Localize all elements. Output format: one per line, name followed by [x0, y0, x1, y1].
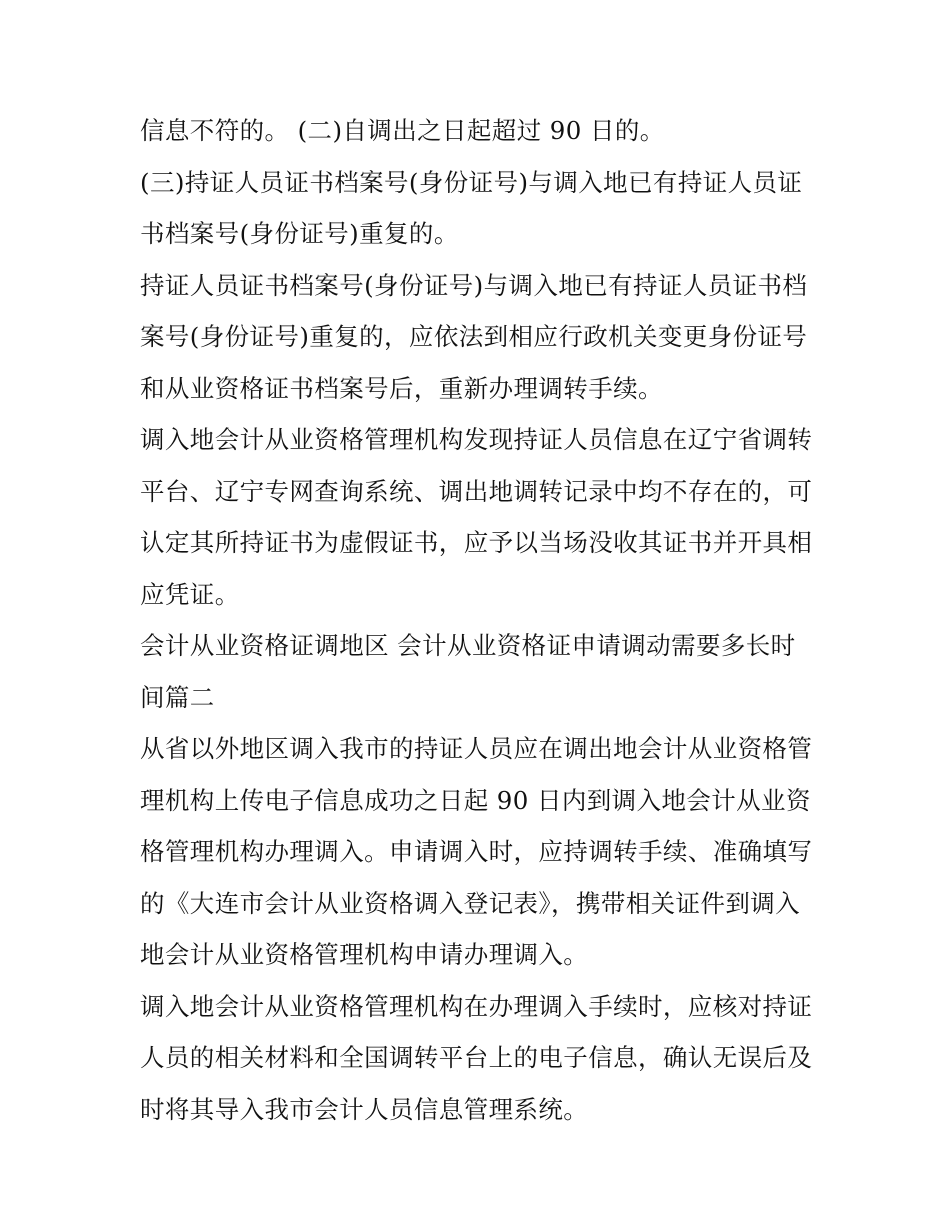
section-heading-line: 间篇二: [140, 682, 215, 712]
text-line: 平台、辽宁专网查询系统、调出地调转记录中均不存在的，可: [140, 476, 813, 506]
text-line: 认定其所持证书为虚假证书，应予以当场没收其证书并开具相: [140, 528, 813, 557]
text-line: 调入地会计从业资格管理机构发现持证人员信息在辽宁省调转: [140, 425, 813, 454]
text-line: 案号(身份证号)重复的，应依法到相应行政机关变更身份证号: [140, 322, 808, 351]
text-line: 地会计从业资格管理机构申请办理调入。: [140, 940, 589, 969]
text-line: 应凭证。: [140, 579, 240, 609]
text-line: 的《大连市会计从业资格调入登记表》，携带相关证件到调入: [140, 888, 801, 918]
text-line: 信息不符的。 (二)自调出之日起超过 90 日的。: [140, 116, 665, 145]
text-line: 人员的相关材料和全国调转平台上的电子信息，确认无误后及: [140, 1043, 813, 1072]
text-line: 和从业资格证书档案号后，重新办理调转手续。: [140, 373, 663, 403]
text-line: 持证人员证书档案号(身份证号)与调入地已有持证人员证书档: [140, 270, 808, 300]
document-body: [140, 105, 820, 1135]
text-line: 从省以外地区调入我市的持证人员应在调出地会计从业资格管: [140, 734, 813, 763]
text-line: (三)持证人员证书档案号(身份证号)与调入地已有持证人员证: [140, 167, 803, 197]
section-heading-line: 会计从业资格证调地区 会计从业资格证申请调动需要多长时: [140, 631, 796, 660]
text-line: 调入地会计从业资格管理机构在办理调入手续时，应核对持证: [140, 991, 813, 1021]
text-line: 格管理机构办理调入。申请调入时，应持调转手续、准确填写: [140, 837, 813, 866]
text-line: 时将其导入我市会计人员信息管理系统。: [140, 1094, 589, 1124]
text-line: 理机构上传电子信息成功之日起 90 日内到调入地会计从业资: [140, 785, 811, 815]
text-line: 书档案号(身份证号)重复的。: [140, 219, 459, 248]
